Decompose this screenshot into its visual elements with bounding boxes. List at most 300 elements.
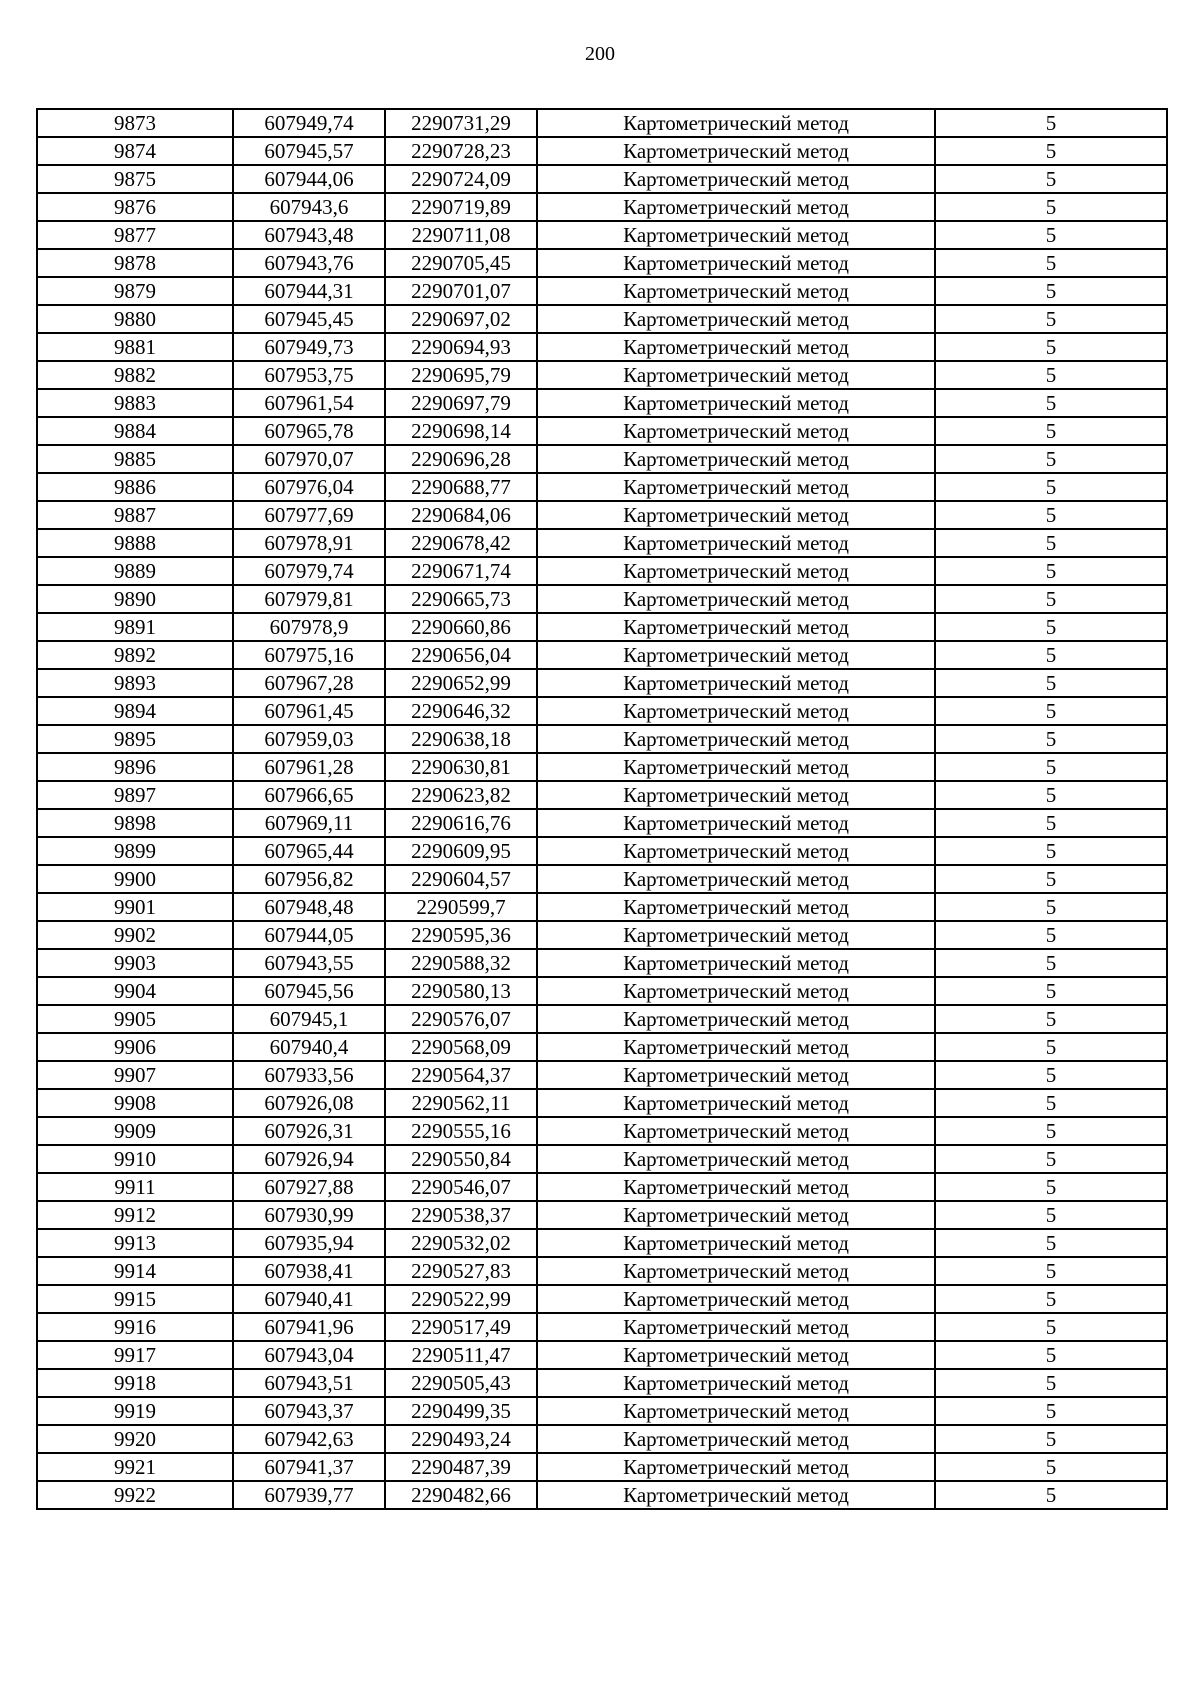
- x-coordinate-cell: 607943,76: [233, 249, 385, 277]
- x-coordinate-cell: 607938,41: [233, 1257, 385, 1285]
- table-row: [37, 389, 1167, 417]
- method-cell: Картометрический метод: [537, 137, 935, 165]
- table-row: [37, 1425, 1167, 1453]
- y-coordinate-cell: 2290568,09: [385, 1033, 537, 1061]
- table-row: [37, 1173, 1167, 1201]
- table-row: [37, 193, 1167, 221]
- table-row: [37, 809, 1167, 837]
- point-number-cell: 9918: [37, 1369, 233, 1397]
- method-cell: Картометрический метод: [537, 445, 935, 473]
- y-coordinate-cell: 2290522,99: [385, 1285, 537, 1313]
- method-cell: Картометрический метод: [537, 1453, 935, 1481]
- point-number-cell: 9878: [37, 249, 233, 277]
- point-number-cell: 9887: [37, 501, 233, 529]
- method-cell: Картометрический метод: [537, 1201, 935, 1229]
- point-number-cell: 9895: [37, 725, 233, 753]
- method-cell: Картометрический метод: [537, 641, 935, 669]
- table-row: [37, 1397, 1167, 1425]
- table-row: [37, 1313, 1167, 1341]
- method-cell: Картометрический метод: [537, 305, 935, 333]
- method-cell: Картометрический метод: [537, 557, 935, 585]
- x-coordinate-cell: 607943,55: [233, 949, 385, 977]
- point-number-cell: 9899: [37, 837, 233, 865]
- x-coordinate-cell: 607959,03: [233, 725, 385, 753]
- accuracy-cell: 5: [935, 977, 1167, 1005]
- y-coordinate-cell: 2290731,29: [385, 109, 537, 137]
- table-row: [37, 165, 1167, 193]
- y-coordinate-cell: 2290487,39: [385, 1453, 537, 1481]
- y-coordinate-cell: 2290671,74: [385, 557, 537, 585]
- method-cell: Картометрический метод: [537, 529, 935, 557]
- point-number-cell: 9886: [37, 473, 233, 501]
- y-coordinate-cell: 2290616,76: [385, 809, 537, 837]
- y-coordinate-cell: 2290697,79: [385, 389, 537, 417]
- x-coordinate-cell: 607944,31: [233, 277, 385, 305]
- point-number-cell: 9916: [37, 1313, 233, 1341]
- x-coordinate-cell: 607948,48: [233, 893, 385, 921]
- method-cell: Картометрический метод: [537, 417, 935, 445]
- method-cell: Картометрический метод: [537, 1145, 935, 1173]
- method-cell: Картометрический метод: [537, 1313, 935, 1341]
- accuracy-cell: 5: [935, 1369, 1167, 1397]
- point-number-cell: 9904: [37, 977, 233, 1005]
- accuracy-cell: 5: [935, 641, 1167, 669]
- accuracy-cell: 5: [935, 529, 1167, 557]
- y-coordinate-cell: 2290517,49: [385, 1313, 537, 1341]
- y-coordinate-cell: 2290609,95: [385, 837, 537, 865]
- method-cell: Картометрический метод: [537, 1425, 935, 1453]
- accuracy-cell: 5: [935, 725, 1167, 753]
- accuracy-cell: 5: [935, 417, 1167, 445]
- y-coordinate-cell: 2290482,66: [385, 1481, 537, 1509]
- method-cell: Картометрический метод: [537, 725, 935, 753]
- point-number-cell: 9897: [37, 781, 233, 809]
- accuracy-cell: 5: [935, 865, 1167, 893]
- coordinates-table: [36, 108, 1168, 1510]
- y-coordinate-cell: 2290711,08: [385, 221, 537, 249]
- table-row: [37, 893, 1167, 921]
- accuracy-cell: 5: [935, 669, 1167, 697]
- accuracy-cell: 5: [935, 1145, 1167, 1173]
- y-coordinate-cell: 2290550,84: [385, 1145, 537, 1173]
- y-coordinate-cell: 2290604,57: [385, 865, 537, 893]
- point-number-cell: 9922: [37, 1481, 233, 1509]
- y-coordinate-cell: 2290694,93: [385, 333, 537, 361]
- accuracy-cell: 5: [935, 585, 1167, 613]
- point-number-cell: 9907: [37, 1061, 233, 1089]
- y-coordinate-cell: 2290511,47: [385, 1341, 537, 1369]
- table-row: [37, 1033, 1167, 1061]
- point-number-cell: 9906: [37, 1033, 233, 1061]
- x-coordinate-cell: 607945,1: [233, 1005, 385, 1033]
- x-coordinate-cell: 607945,57: [233, 137, 385, 165]
- y-coordinate-cell: 2290701,07: [385, 277, 537, 305]
- method-cell: Картометрический метод: [537, 585, 935, 613]
- table-row: [37, 361, 1167, 389]
- accuracy-cell: 5: [935, 837, 1167, 865]
- table-row: [37, 977, 1167, 1005]
- x-coordinate-cell: 607961,28: [233, 753, 385, 781]
- point-number-cell: 9898: [37, 809, 233, 837]
- method-cell: Картометрический метод: [537, 949, 935, 977]
- method-cell: Картометрический метод: [537, 1089, 935, 1117]
- x-coordinate-cell: 607945,56: [233, 977, 385, 1005]
- point-number-cell: 9901: [37, 893, 233, 921]
- x-coordinate-cell: 607926,31: [233, 1117, 385, 1145]
- x-coordinate-cell: 607977,69: [233, 501, 385, 529]
- accuracy-cell: 5: [935, 249, 1167, 277]
- x-coordinate-cell: 607943,04: [233, 1341, 385, 1369]
- y-coordinate-cell: 2290630,81: [385, 753, 537, 781]
- x-coordinate-cell: 607969,11: [233, 809, 385, 837]
- x-coordinate-cell: 607943,6: [233, 193, 385, 221]
- method-cell: Картометрический метод: [537, 1257, 935, 1285]
- table-row: [37, 557, 1167, 585]
- method-cell: Картометрический метод: [537, 809, 935, 837]
- y-coordinate-cell: 2290697,02: [385, 305, 537, 333]
- accuracy-cell: 5: [935, 305, 1167, 333]
- table-row: [37, 221, 1167, 249]
- table-row: [37, 1369, 1167, 1397]
- method-cell: Картометрический метод: [537, 389, 935, 417]
- accuracy-cell: 5: [935, 1061, 1167, 1089]
- y-coordinate-cell: 2290698,14: [385, 417, 537, 445]
- table-row: [37, 837, 1167, 865]
- table-row: [37, 641, 1167, 669]
- table-row: [37, 781, 1167, 809]
- x-coordinate-cell: 607970,07: [233, 445, 385, 473]
- x-coordinate-cell: 607943,51: [233, 1369, 385, 1397]
- accuracy-cell: 5: [935, 445, 1167, 473]
- table-row: [37, 865, 1167, 893]
- accuracy-cell: 5: [935, 921, 1167, 949]
- table-row: [37, 585, 1167, 613]
- x-coordinate-cell: 607945,45: [233, 305, 385, 333]
- x-coordinate-cell: 607965,78: [233, 417, 385, 445]
- point-number-cell: 9902: [37, 921, 233, 949]
- method-cell: Картометрический метод: [537, 1341, 935, 1369]
- method-cell: Картометрический метод: [537, 613, 935, 641]
- x-coordinate-cell: 607941,37: [233, 1453, 385, 1481]
- accuracy-cell: 5: [935, 221, 1167, 249]
- accuracy-cell: 5: [935, 1089, 1167, 1117]
- point-number-cell: 9890: [37, 585, 233, 613]
- y-coordinate-cell: 2290678,42: [385, 529, 537, 557]
- accuracy-cell: 5: [935, 1425, 1167, 1453]
- accuracy-cell: 5: [935, 1257, 1167, 1285]
- table-row: [37, 529, 1167, 557]
- point-number-cell: 9903: [37, 949, 233, 977]
- x-coordinate-cell: 607979,81: [233, 585, 385, 613]
- point-number-cell: 9891: [37, 613, 233, 641]
- y-coordinate-cell: 2290660,86: [385, 613, 537, 641]
- y-coordinate-cell: 2290665,73: [385, 585, 537, 613]
- point-number-cell: 9919: [37, 1397, 233, 1425]
- x-coordinate-cell: 607944,05: [233, 921, 385, 949]
- table-row: [37, 1145, 1167, 1173]
- x-coordinate-cell: 607940,41: [233, 1285, 385, 1313]
- point-number-cell: 9917: [37, 1341, 233, 1369]
- table-row: [37, 137, 1167, 165]
- point-number-cell: 9884: [37, 417, 233, 445]
- accuracy-cell: 5: [935, 1201, 1167, 1229]
- table-row: [37, 1341, 1167, 1369]
- table-row: [37, 921, 1167, 949]
- table-row: [37, 1089, 1167, 1117]
- accuracy-cell: 5: [935, 697, 1167, 725]
- table-row: [37, 1117, 1167, 1145]
- point-number-cell: 9889: [37, 557, 233, 585]
- method-cell: Картометрический метод: [537, 277, 935, 305]
- x-coordinate-cell: 607944,06: [233, 165, 385, 193]
- y-coordinate-cell: 2290728,23: [385, 137, 537, 165]
- table-row: [37, 669, 1167, 697]
- accuracy-cell: 5: [935, 333, 1167, 361]
- x-coordinate-cell: 607966,65: [233, 781, 385, 809]
- point-number-cell: 9914: [37, 1257, 233, 1285]
- method-cell: Картометрический метод: [537, 893, 935, 921]
- y-coordinate-cell: 2290719,89: [385, 193, 537, 221]
- point-number-cell: 9910: [37, 1145, 233, 1173]
- y-coordinate-cell: 2290538,37: [385, 1201, 537, 1229]
- method-cell: Картометрический метод: [537, 333, 935, 361]
- accuracy-cell: 5: [935, 613, 1167, 641]
- method-cell: Картометрический метод: [537, 1285, 935, 1313]
- method-cell: Картометрический метод: [537, 1033, 935, 1061]
- accuracy-cell: 5: [935, 1005, 1167, 1033]
- point-number-cell: 9911: [37, 1173, 233, 1201]
- table-row: [37, 1257, 1167, 1285]
- point-number-cell: 9874: [37, 137, 233, 165]
- point-number-cell: 9876: [37, 193, 233, 221]
- x-coordinate-cell: 607978,9: [233, 613, 385, 641]
- table-row: [37, 305, 1167, 333]
- x-coordinate-cell: 607943,37: [233, 1397, 385, 1425]
- method-cell: Картометрический метод: [537, 1117, 935, 1145]
- accuracy-cell: 5: [935, 809, 1167, 837]
- y-coordinate-cell: 2290562,11: [385, 1089, 537, 1117]
- method-cell: Картометрический метод: [537, 865, 935, 893]
- x-coordinate-cell: 607941,96: [233, 1313, 385, 1341]
- table-row: [37, 249, 1167, 277]
- accuracy-cell: 5: [935, 473, 1167, 501]
- point-number-cell: 9888: [37, 529, 233, 557]
- accuracy-cell: 5: [935, 1341, 1167, 1369]
- method-cell: Картометрический метод: [537, 1229, 935, 1257]
- point-number-cell: 9900: [37, 865, 233, 893]
- y-coordinate-cell: 2290599,7: [385, 893, 537, 921]
- point-number-cell: 9877: [37, 221, 233, 249]
- y-coordinate-cell: 2290532,02: [385, 1229, 537, 1257]
- table-row: [37, 1453, 1167, 1481]
- table-row: [37, 501, 1167, 529]
- method-cell: Картометрический метод: [537, 977, 935, 1005]
- x-coordinate-cell: 607967,28: [233, 669, 385, 697]
- point-number-cell: 9873: [37, 109, 233, 137]
- method-cell: Картометрический метод: [537, 1369, 935, 1397]
- method-cell: Картометрический метод: [537, 109, 935, 137]
- table-row: [37, 1061, 1167, 1089]
- point-number-cell: 9882: [37, 361, 233, 389]
- y-coordinate-cell: 2290638,18: [385, 725, 537, 753]
- y-coordinate-cell: 2290646,32: [385, 697, 537, 725]
- table-row: [37, 1201, 1167, 1229]
- y-coordinate-cell: 2290580,13: [385, 977, 537, 1005]
- y-coordinate-cell: 2290555,16: [385, 1117, 537, 1145]
- table-row: [37, 473, 1167, 501]
- accuracy-cell: 5: [935, 109, 1167, 137]
- table-row: [37, 949, 1167, 977]
- y-coordinate-cell: 2290724,09: [385, 165, 537, 193]
- method-cell: Картометрический метод: [537, 473, 935, 501]
- method-cell: Картометрический метод: [537, 249, 935, 277]
- method-cell: Картометрический метод: [537, 221, 935, 249]
- x-coordinate-cell: 607940,4: [233, 1033, 385, 1061]
- point-number-cell: 9879: [37, 277, 233, 305]
- point-number-cell: 9912: [37, 1201, 233, 1229]
- table-row: [37, 753, 1167, 781]
- y-coordinate-cell: 2290695,79: [385, 361, 537, 389]
- x-coordinate-cell: 607949,73: [233, 333, 385, 361]
- y-coordinate-cell: 2290696,28: [385, 445, 537, 473]
- x-coordinate-cell: 607927,88: [233, 1173, 385, 1201]
- accuracy-cell: 5: [935, 781, 1167, 809]
- method-cell: Картометрический метод: [537, 1173, 935, 1201]
- x-coordinate-cell: 607939,77: [233, 1481, 385, 1509]
- table-row: [37, 277, 1167, 305]
- accuracy-cell: 5: [935, 1117, 1167, 1145]
- accuracy-cell: 5: [935, 193, 1167, 221]
- x-coordinate-cell: 607978,91: [233, 529, 385, 557]
- x-coordinate-cell: 607965,44: [233, 837, 385, 865]
- point-number-cell: 9920: [37, 1425, 233, 1453]
- y-coordinate-cell: 2290623,82: [385, 781, 537, 809]
- x-coordinate-cell: 607956,82: [233, 865, 385, 893]
- point-number-cell: 9905: [37, 1005, 233, 1033]
- point-number-cell: 9894: [37, 697, 233, 725]
- point-number-cell: 9896: [37, 753, 233, 781]
- y-coordinate-cell: 2290705,45: [385, 249, 537, 277]
- x-coordinate-cell: 607979,74: [233, 557, 385, 585]
- point-number-cell: 9883: [37, 389, 233, 417]
- point-number-cell: 9892: [37, 641, 233, 669]
- accuracy-cell: 5: [935, 277, 1167, 305]
- table-row: [37, 1229, 1167, 1257]
- x-coordinate-cell: 607975,16: [233, 641, 385, 669]
- method-cell: Картометрический метод: [537, 781, 935, 809]
- point-number-cell: 9908: [37, 1089, 233, 1117]
- method-cell: Картометрический метод: [537, 501, 935, 529]
- accuracy-cell: 5: [935, 1173, 1167, 1201]
- x-coordinate-cell: 607930,99: [233, 1201, 385, 1229]
- x-coordinate-cell: 607961,54: [233, 389, 385, 417]
- y-coordinate-cell: 2290652,99: [385, 669, 537, 697]
- point-number-cell: 9880: [37, 305, 233, 333]
- accuracy-cell: 5: [935, 1397, 1167, 1425]
- method-cell: Картометрический метод: [537, 1005, 935, 1033]
- table-row: [37, 109, 1167, 137]
- accuracy-cell: 5: [935, 1313, 1167, 1341]
- point-number-cell: 9915: [37, 1285, 233, 1313]
- y-coordinate-cell: 2290656,04: [385, 641, 537, 669]
- table-row: [37, 697, 1167, 725]
- y-coordinate-cell: 2290493,24: [385, 1425, 537, 1453]
- accuracy-cell: 5: [935, 389, 1167, 417]
- x-coordinate-cell: 607943,48: [233, 221, 385, 249]
- table-row: [37, 333, 1167, 361]
- x-coordinate-cell: 607953,75: [233, 361, 385, 389]
- x-coordinate-cell: 607926,08: [233, 1089, 385, 1117]
- y-coordinate-cell: 2290595,36: [385, 921, 537, 949]
- method-cell: Картометрический метод: [537, 1481, 935, 1509]
- method-cell: Картометрический метод: [537, 697, 935, 725]
- table-row: [37, 1481, 1167, 1509]
- accuracy-cell: 5: [935, 1229, 1167, 1257]
- table-row: [37, 725, 1167, 753]
- x-coordinate-cell: 607961,45: [233, 697, 385, 725]
- table-row: [37, 1285, 1167, 1313]
- x-coordinate-cell: 607976,04: [233, 473, 385, 501]
- method-cell: Картометрический метод: [537, 837, 935, 865]
- x-coordinate-cell: 607949,74: [233, 109, 385, 137]
- accuracy-cell: 5: [935, 949, 1167, 977]
- y-coordinate-cell: 2290684,06: [385, 501, 537, 529]
- accuracy-cell: 5: [935, 1453, 1167, 1481]
- method-cell: Картометрический метод: [537, 753, 935, 781]
- accuracy-cell: 5: [935, 1481, 1167, 1509]
- table-row: [37, 417, 1167, 445]
- x-coordinate-cell: 607926,94: [233, 1145, 385, 1173]
- x-coordinate-cell: 607933,56: [233, 1061, 385, 1089]
- accuracy-cell: 5: [935, 753, 1167, 781]
- point-number-cell: 9909: [37, 1117, 233, 1145]
- point-number-cell: 9893: [37, 669, 233, 697]
- method-cell: Картометрический метод: [537, 165, 935, 193]
- x-coordinate-cell: 607935,94: [233, 1229, 385, 1257]
- accuracy-cell: 5: [935, 557, 1167, 585]
- y-coordinate-cell: 2290564,37: [385, 1061, 537, 1089]
- accuracy-cell: 5: [935, 1285, 1167, 1313]
- accuracy-cell: 5: [935, 893, 1167, 921]
- y-coordinate-cell: 2290688,77: [385, 473, 537, 501]
- y-coordinate-cell: 2290505,43: [385, 1369, 537, 1397]
- y-coordinate-cell: 2290499,35: [385, 1397, 537, 1425]
- method-cell: Картометрический метод: [537, 1397, 935, 1425]
- accuracy-cell: 5: [935, 361, 1167, 389]
- x-coordinate-cell: 607942,63: [233, 1425, 385, 1453]
- accuracy-cell: 5: [935, 137, 1167, 165]
- method-cell: Картометрический метод: [537, 669, 935, 697]
- method-cell: Картометрический метод: [537, 921, 935, 949]
- point-number-cell: 9885: [37, 445, 233, 473]
- y-coordinate-cell: 2290527,83: [385, 1257, 537, 1285]
- coordinates-table-body: [37, 109, 1167, 1509]
- page-number: 200: [585, 43, 615, 65]
- accuracy-cell: 5: [935, 501, 1167, 529]
- point-number-cell: 9913: [37, 1229, 233, 1257]
- point-number-cell: 9881: [37, 333, 233, 361]
- y-coordinate-cell: 2290588,32: [385, 949, 537, 977]
- point-number-cell: 9875: [37, 165, 233, 193]
- table-row: [37, 445, 1167, 473]
- method-cell: Картометрический метод: [537, 361, 935, 389]
- method-cell: Картометрический метод: [537, 193, 935, 221]
- y-coordinate-cell: 2290576,07: [385, 1005, 537, 1033]
- accuracy-cell: 5: [935, 1033, 1167, 1061]
- table-row: [37, 1005, 1167, 1033]
- method-cell: Картометрический метод: [537, 1061, 935, 1089]
- table-row: [37, 613, 1167, 641]
